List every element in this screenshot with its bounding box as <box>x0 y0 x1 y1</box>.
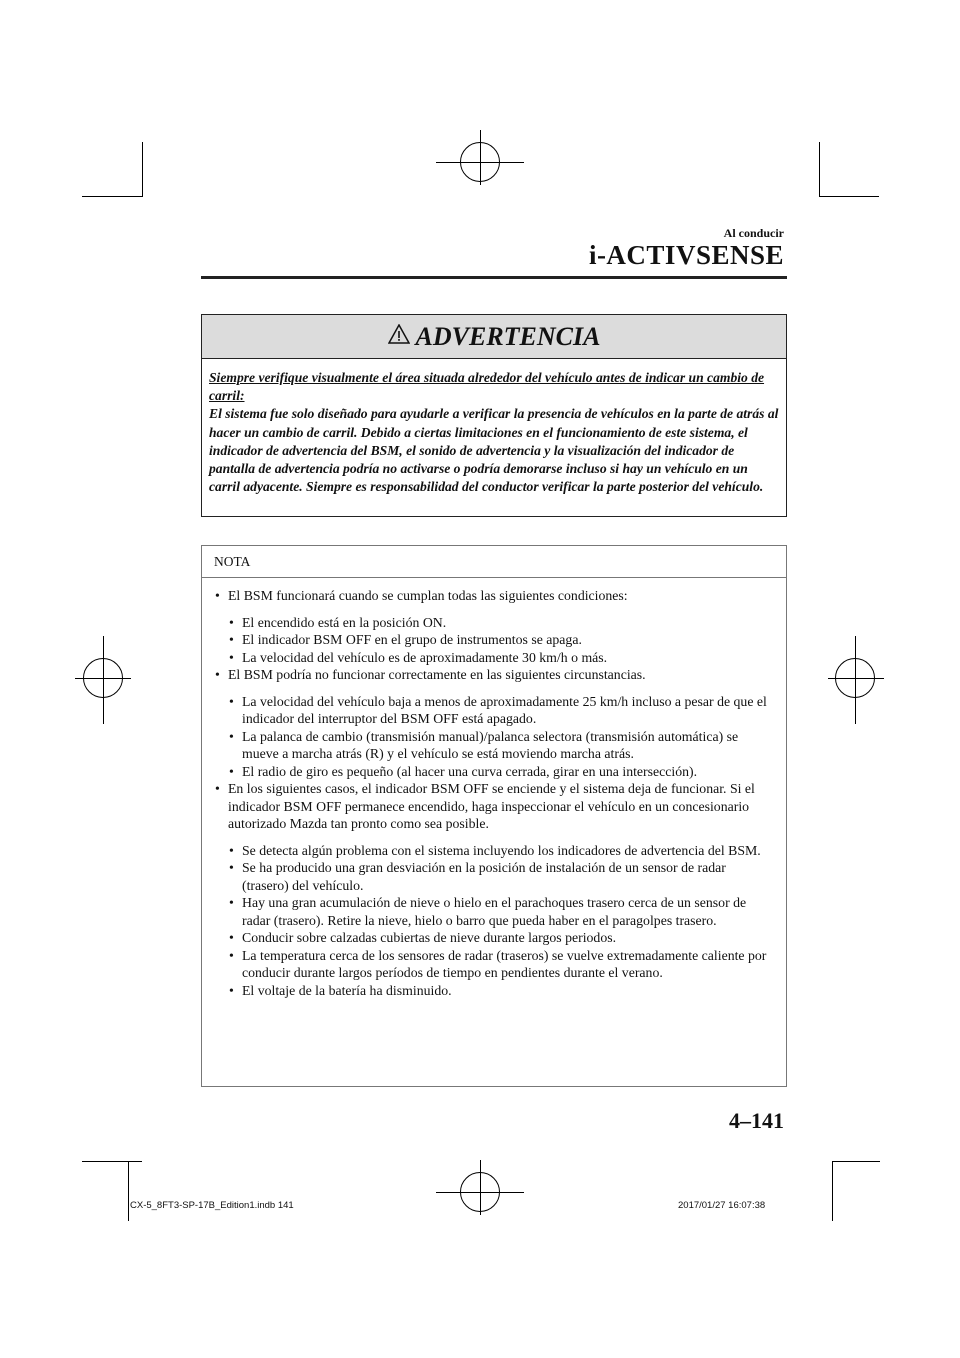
page-title: i-ACTIVSENSE <box>588 240 784 270</box>
sub-list-item: • La palanca de cambio (transmisión manual)/palanca selectora (transmisión automática) se mueve a marcha atrás (R) y el vehículo se está moviendo marcha atrás. <box>229 728 739 761</box>
sub-list-item-text: Se detecta algún problema con el sistema incluyendo los indicadores de advertencia del BSM. <box>242 842 761 858</box>
crop-mark <box>142 142 143 197</box>
crop-mark <box>82 196 142 197</box>
sub-list-item-text: La velocidad del vehículo es de aproximadamente 30 km/h o más. <box>242 649 608 665</box>
sub-list-item-text: El voltaje de la batería ha disminuido. <box>242 982 452 998</box>
sub-list-item-text: El indicador BSM OFF en el grupo de instrumentos se apaga. <box>242 632 582 647</box>
crop-mark <box>82 1161 142 1162</box>
warning-title: ADVERTENCIA <box>415 321 601 351</box>
sub-list-item: • La velocidad del vehículo baja a menos de aproximadamente 25 km/h incluso a pesar de que el indicador del interruptor del BSM OFF está apagado. <box>229 693 767 726</box>
warning-body <box>202 359 786 496</box>
list-item: • El BSM podría no funcionar correctamente en las siguientes circunstancias. <box>215 667 646 682</box>
warning-triangle-icon <box>388 324 410 349</box>
footer-timestamp: 2017/01/27 16:07:38 <box>678 1200 766 1211</box>
note-body <box>202 578 786 999</box>
crop-mark <box>819 196 879 197</box>
sub-list-item: • Se ha producido una gran desviación en la posición de instalación de un sensor de radar (trasero) del vehículo. <box>229 860 726 893</box>
sub-list-item: • Se detecta algún problema con el sistema incluyendo los indicadores de advertencia del BSM. <box>229 842 761 858</box>
list-item: • En los siguientes casos, el indicador BSM OFF se enciende y el sistema deja de funcionar. Si el indicador BSM OFF permanece encendido, haga inspeccionar el vehículo en un concesionario autorizado Mazda tan pronto como sea posible. <box>215 781 755 831</box>
warning-text: El sistema fue solo diseñado para ayudarle a verificar la presencia de vehículos en la parte de atrás al hacer un cambio de carril. Debido a ciertas limitaciones en el funcionamiento de este sistema, el indicador de advertencia del BSM, el sonido de advertencia y la visualización del indicador de pantalla de advertencia podría no activarse o podría demorarse incluso si hay un vehículo en un carril adyacente. Siempre es responsabilidad del conductor verificar la parte posterior del vehículo. <box>209 406 779 495</box>
sub-list-item-text: Se ha producido una gran desviación en la posición de instalación de un sensor de radar (trasero) del vehículo. <box>242 860 726 893</box>
warning-header <box>202 315 786 359</box>
crop-mark <box>819 142 820 197</box>
crop-mark <box>128 1161 129 1221</box>
sub-list-item: • La temperatura cerca de los sensores de radar (traseros) se vuelve extremadamente caliente por conducir durante largos períodos de tiempo en pendientes durante el verano. <box>229 947 767 980</box>
page-number: 4–141 <box>729 1108 784 1133</box>
note-title: NOTA <box>202 546 786 578</box>
list-item-text: El BSM funcionará cuando se cumplan todas las siguientes condiciones: <box>228 588 628 603</box>
warning-box <box>201 314 787 517</box>
sub-list-item: • El encendido está en la posición ON. <box>229 614 447 630</box>
sub-list-item-text: La palanca de cambio (transmisión manual)/palanca selectora (transmisión automática) se mueve a marcha atrás (R) y el vehículo se está moviendo marcha atrás. <box>242 728 739 761</box>
sub-list-item-text: El encendido está en la posición ON. <box>242 614 447 630</box>
sub-list-item: • Conducir sobre calzadas cubiertas de nieve durante largos periodos. <box>229 930 617 945</box>
warning-lead: Siempre verifique visualmente el área situada alrededor del vehículo antes de indicar un cambio de carril: <box>209 370 765 404</box>
crop-mark <box>832 1161 833 1221</box>
list-item: • El BSM funcionará cuando se cumplan todas las siguientes condiciones: <box>215 588 628 603</box>
sub-list-item-text: La velocidad del vehículo baja a menos de aproximadamente 25 km/h incluso a pesar de que el indicador del interruptor del BSM OFF está apagado. <box>242 693 767 726</box>
sub-list-item: • Hay una gran acumulación de nieve o hielo en el parachoques trasero cerca de un sensor de radar (trasero). Retire la nieve, hielo o barro que pueda haber en el paragolpes trasero. <box>229 895 747 928</box>
sub-list-item-text: Conducir sobre calzadas cubiertas de nieve durante largos periodos. <box>242 930 617 945</box>
list-item-text: En los siguientes casos, el indicador BSM OFF se enciende y el sistema deja de funcionar. Si el indicador BSM OFF permanece encendido, haga inspeccionar el vehículo en un concesionario autorizado Mazda tan pronto como sea posible. <box>228 781 755 831</box>
sub-list-item-text: El radio de giro es pequeño (al hacer una curva cerrada, girar en una intersección). <box>242 763 698 779</box>
sub-list-item: • El indicador BSM OFF en el grupo de instrumentos se apaga. <box>229 632 582 647</box>
sub-list-item: • La velocidad del vehículo es de aproximadamente 30 km/h o más. <box>229 649 608 665</box>
section-label: Al conducir <box>723 226 784 240</box>
header-rule <box>201 276 787 279</box>
sub-list-item-text: Hay una gran acumulación de nieve o hielo en el parachoques trasero cerca de un sensor de radar (trasero). Retire la nieve, hielo o barro que pueda haber en el paragolpes trasero. <box>242 895 747 928</box>
footer-file: CX-5_8FT3-SP-17B_Edition1.indb 141 <box>130 1200 294 1211</box>
sub-list-item: • El voltaje de la batería ha disminuido. <box>229 982 452 998</box>
sub-list-item: • El radio de giro es pequeño (al hacer una curva cerrada, girar en una intersección). <box>229 763 698 779</box>
list-item-text: El BSM podría no funcionar correctamente en las siguientes circunstancias. <box>228 667 646 682</box>
note-box <box>201 545 787 1087</box>
sub-list-item-text: La temperatura cerca de los sensores de radar (traseros) se vuelve extremadamente caliente por conducir durante largos períodos de tiempo en pendientes durante el verano. <box>242 947 767 980</box>
crop-mark <box>832 1161 880 1162</box>
